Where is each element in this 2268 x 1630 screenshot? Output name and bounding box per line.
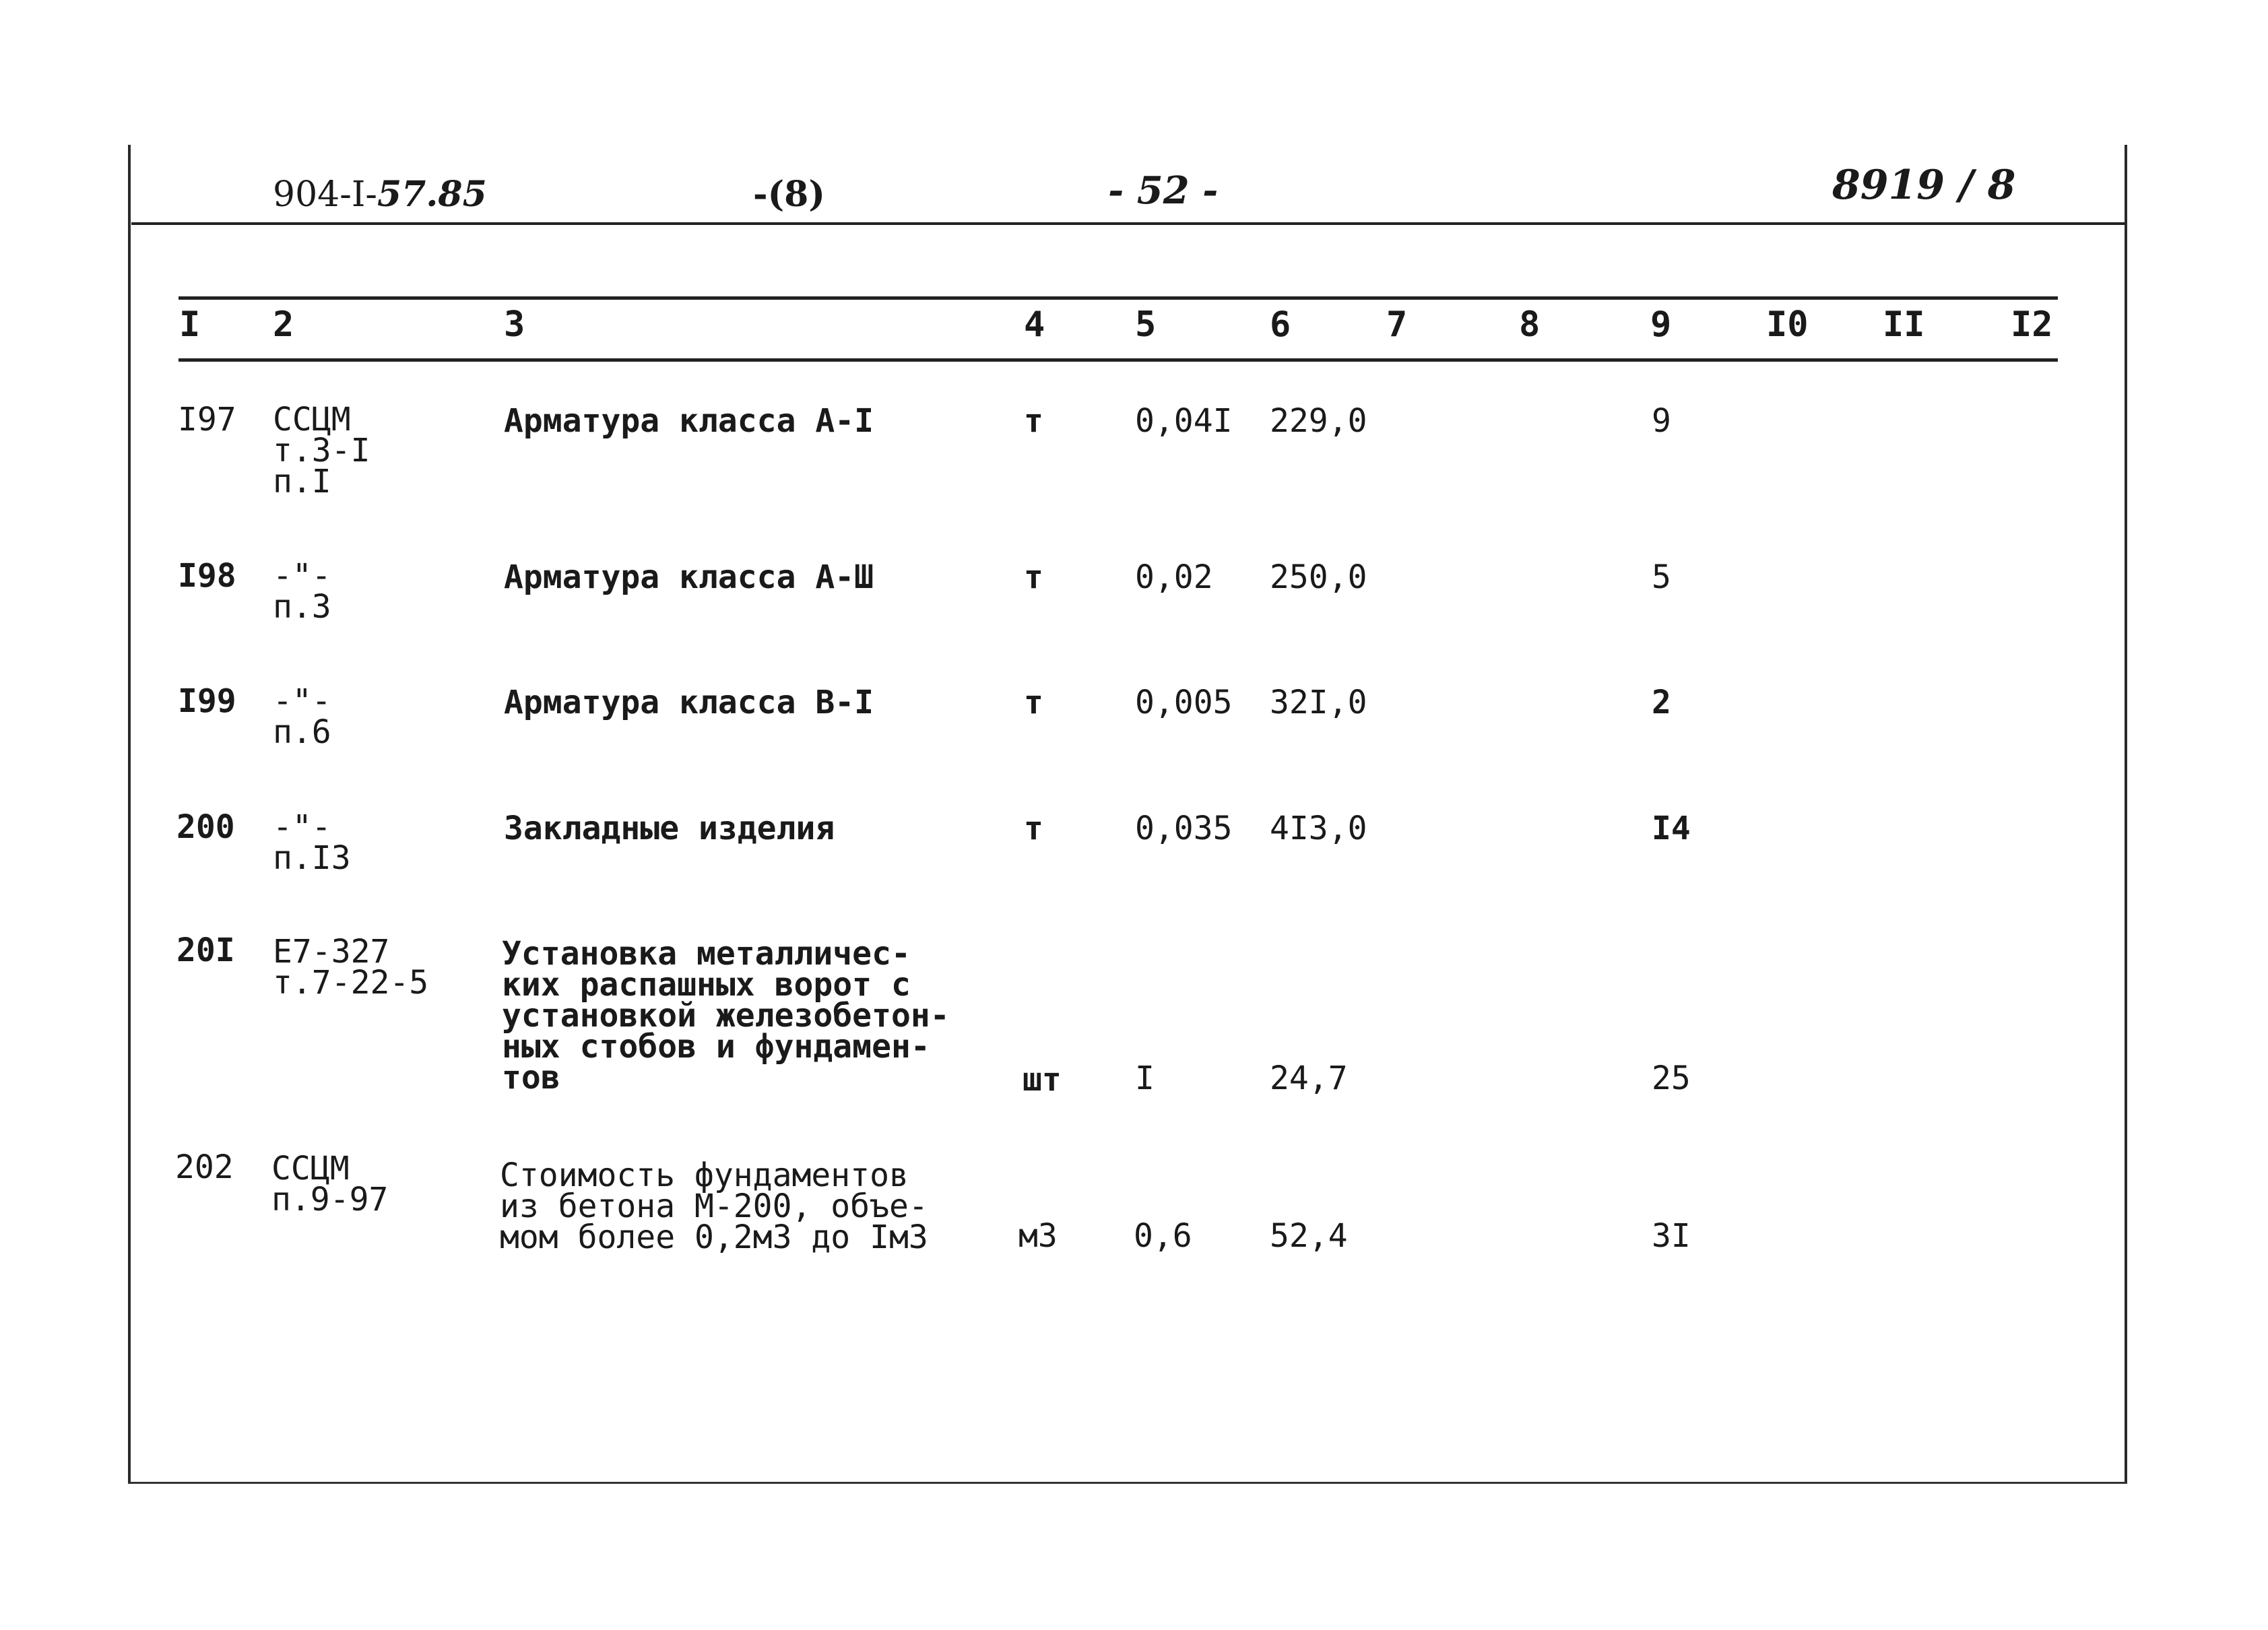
row-quantity: I [1135,1060,1155,1097]
sheet-border [128,145,2127,1484]
col-num-10: I0 [1766,304,1809,345]
doc-code [273,174,487,215]
col-num-11: II [1883,304,1925,345]
col-num-6: 6 [1270,304,1291,345]
row-quantity: 0,6 [1134,1217,1192,1255]
row-reference: ССЦМ т.3-I п.I [273,401,370,500]
col-num-9: 9 [1650,304,1672,345]
row-total: 3I [1652,1217,1691,1255]
row-price: 4I3,0 [1270,810,1367,847]
row-quantity: 0,035 [1135,810,1233,847]
row-number: 20I [176,932,235,969]
row-total: 9 [1652,402,1671,440]
row-quantity: 0,005 [1135,684,1233,721]
row-number: I99 [178,682,236,720]
col-num-5: 5 [1135,304,1157,345]
table-top-rule [179,296,2058,300]
row-description: Арматура класса А-Ш [504,558,874,596]
doc-code-handwritten: 57.85 [377,174,487,215]
row-total: 2 [1652,684,1671,721]
col-num-2: 2 [273,304,294,345]
row-total: 5 [1652,558,1671,596]
row-quantity: 0,02 [1135,558,1213,596]
row-number: I97 [178,401,236,438]
row-quantity: 0,04I [1135,402,1233,440]
col-num-12: I2 [2011,304,2053,345]
table-header-rule [179,358,2058,362]
row-description: Закладные изделия [504,810,835,847]
row-number: 202 [175,1148,234,1186]
col-num-7: 7 [1386,304,1408,345]
archive-number: 8919 / 8 [1832,162,2016,209]
col-num-8: 8 [1519,304,1541,345]
row-reference: Е7-327 т.7-22-5 [273,933,429,1002]
row-unit: т [1024,558,1043,596]
part-number: -(8) [753,174,825,215]
row-unit: т [1024,684,1043,721]
col-num-4: 4 [1024,304,1045,345]
row-description: Арматура класса А-I [504,402,874,440]
row-price: 229,0 [1270,402,1367,440]
row-unit: т [1024,402,1043,440]
row-number: I98 [178,557,236,595]
row-unit: шт [1023,1061,1062,1099]
page-number: - 52 - [1108,168,1219,213]
col-num-3: 3 [504,304,525,345]
row-description: Установка металличес- ких распашных ворот с установкой железобетон- ных стобов и фундамен- тов [502,935,950,1097]
row-price: 250,0 [1270,558,1367,596]
row-description: Арматура класса В-I [504,684,874,721]
row-reference: ССЦМ п.9-97 [271,1150,389,1218]
doc-code-printed: 904-I- [273,174,377,215]
row-description: Стоимость фундаментов из бетона М-200, объе- мом более 0,2м3 до Iм3 [500,1156,928,1256]
col-num-1: I [179,304,201,345]
row-number: 200 [176,808,235,846]
header-divider [131,222,2125,225]
row-reference: -"- п.I3 [273,808,351,877]
row-price: 32I,0 [1270,684,1367,721]
row-total: 25 [1652,1060,1691,1097]
row-total: I4 [1652,810,1691,847]
row-price: 52,4 [1270,1217,1348,1255]
row-unit: м3 [1018,1217,1058,1255]
row-unit: т [1024,810,1043,847]
row-reference: -"- п.3 [273,557,331,626]
row-reference: -"- п.6 [273,682,331,751]
row-price: 24,7 [1270,1060,1348,1097]
